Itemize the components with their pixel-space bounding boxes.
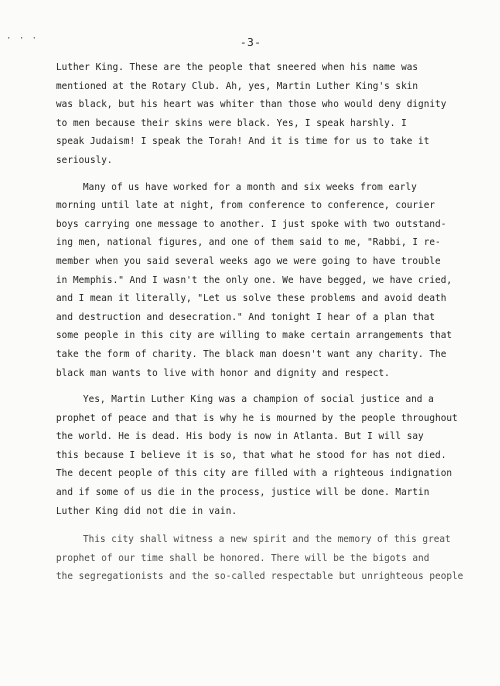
text-line: Luther King. These are the people that sneered when his name was — [56, 62, 419, 73]
body-text — [56, 59, 496, 587]
text-line: black man wants to live with honor and dignity and respect. — [56, 367, 390, 379]
text-line: and I mean it literally, "Let us solve these problems and avoid death — [56, 293, 447, 305]
paragraph-gap — [56, 383, 496, 391]
paragraph-2 — [56, 179, 496, 384]
text-line: ing men, national figures, and one of them said to me, "Rabbi, I re- — [56, 237, 441, 249]
text-line: Luther King did not die in vain. — [56, 505, 238, 517]
corner-mark: · · · — [6, 34, 39, 44]
page-number: -3- — [240, 36, 262, 49]
text-line: seriously. — [56, 154, 113, 166]
text-line: some people in this city are willing to make certain arrangements that — [56, 330, 453, 342]
text-line: speak Judaism! I speak the Torah! And it is time for us to take it — [56, 136, 430, 148]
text-line: in Memphis." And I wasn't the only one. We have begged, we have cried, — [56, 274, 453, 286]
paragraph-3 — [56, 391, 496, 521]
text-line: mentioned at the Rotary Club. Ah, yes, Martin Luther King's skin — [56, 80, 419, 92]
paragraph-gap — [56, 171, 496, 179]
text-line: morning until late at night, from conference to conference, courier — [56, 200, 436, 212]
text-line: This city shall witness a new spirit and the memory of this great — [83, 534, 451, 546]
text-line: and if some of us die in the process, justice will be done. Martin — [56, 487, 430, 499]
text-line: was black, but his heart was whiter than those who would deny dignity — [56, 99, 447, 111]
paragraph-4 — [56, 531, 496, 587]
text-line: prophet of peace and that is why he is mourned by the people throughout — [56, 412, 458, 424]
paragraph-1 — [56, 59, 496, 171]
text-line: Many of us have worked for a month and six weeks from early — [83, 181, 417, 193]
paragraph-gap — [56, 521, 496, 531]
text-line: to men because their skins were black. Yes, I speak harshly. I — [56, 117, 407, 129]
text-line: The decent people of this city are filled with a righteous indignation — [56, 468, 453, 480]
text-line: member when you said several weeks ago we were going to have trouble — [56, 255, 441, 267]
text-line: and destruction and desecration." And tonight I hear of a plan that — [56, 311, 436, 323]
text-line: Yes, Martin Luther King was a champion of social justice and a — [83, 394, 434, 406]
text-line: the segregationists and the so-called respectable but unrighteous people — [56, 571, 464, 583]
text-line: take the form of charity. The black man doesn't want any charity. The — [56, 348, 447, 360]
text-line: this because I believe it is so, that what he stood for has not died. — [56, 449, 447, 461]
text-line: the world. He is dead. His body is now in Atlanta. But I will say — [56, 431, 424, 443]
text-line: prophet of our time shall be honored. There will be the bigots and — [56, 552, 430, 564]
text-line: boys carrying one message to another. I just spoke with two outstand- — [56, 218, 447, 230]
